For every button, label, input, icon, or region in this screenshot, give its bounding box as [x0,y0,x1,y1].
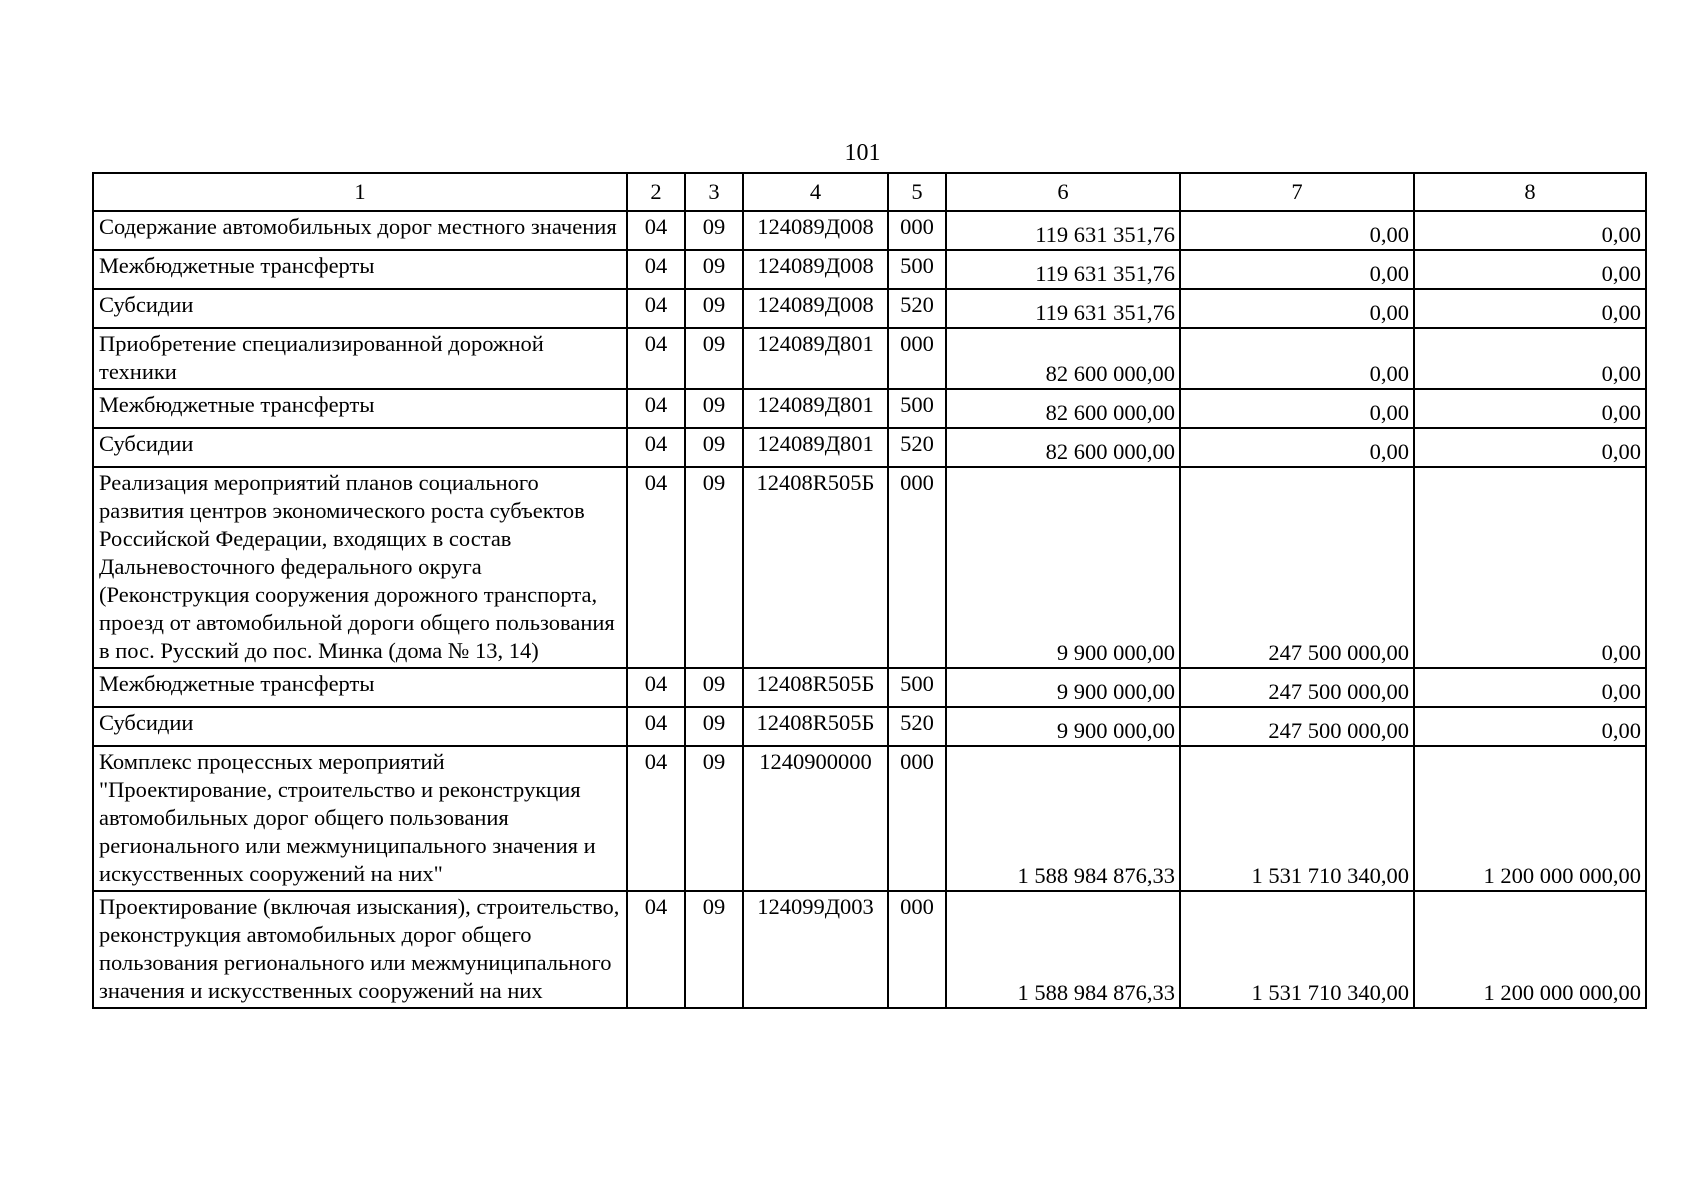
target-article-cell: 124089Д801 [743,428,888,467]
subsection-code-cell: 09 [685,211,743,250]
amount-col7-cell: 1 531 710 340,00 [1180,746,1414,891]
table-row [93,211,1646,250]
amount-col6-cell: 82 600 000,00 [946,389,1180,428]
amount-col6-cell: 1 588 984 876,33 [946,746,1180,891]
amount-col8-cell: 0,00 [1414,250,1646,289]
row-name-cell: Субсидии [93,428,627,467]
row-name-cell: Межбюджетные трансферты [93,389,627,428]
target-article-cell: 124089Д008 [743,211,888,250]
target-article-cell: 124089Д008 [743,250,888,289]
section-code-cell: 04 [627,211,685,250]
section-code-cell: 04 [627,668,685,707]
amount-col8-cell: 0,00 [1414,289,1646,328]
amount-col7-cell: 0,00 [1180,328,1414,389]
target-article-cell: 124099Д003 [743,891,888,1008]
table-row [93,250,1646,289]
amount-col6-cell: 9 900 000,00 [946,707,1180,746]
subsection-code-cell: 09 [685,250,743,289]
subsection-code-cell: 09 [685,389,743,428]
row-name-cell: Межбюджетные трансферты [93,250,627,289]
table-row [93,389,1646,428]
table-row [93,891,1646,1008]
target-article-cell: 124089Д801 [743,328,888,389]
section-code-cell: 04 [627,707,685,746]
subsection-code-cell: 09 [685,746,743,891]
table-row [93,668,1646,707]
expense-type-cell: 500 [888,389,946,428]
subsection-code-cell: 09 [685,467,743,668]
row-name-cell: Реализация мероприятий планов социального развития центров экономического роста субъектов Российской Федерации, входящих в состав Дальневосточного федерального округа (Реконструкция сооружения дорожного транспорта, проезд от автомобильной дороги общего пользования в пос. Русский до пос. Минка (дома № 13, 14) [93,467,627,668]
amount-col7-cell: 0,00 [1180,289,1414,328]
amount-col7-cell: 247 500 000,00 [1180,668,1414,707]
expense-type-cell: 500 [888,250,946,289]
target-article-cell: 1240900000 [743,746,888,891]
amount-col6-cell: 9 900 000,00 [946,668,1180,707]
expense-type-cell: 000 [888,891,946,1008]
section-code-cell: 04 [627,467,685,668]
subsection-code-cell: 09 [685,891,743,1008]
row-name-cell: Межбюджетные трансферты [93,668,627,707]
table-row [93,428,1646,467]
column-header: 8 [1414,173,1646,211]
table-row [93,467,1646,668]
table-row [93,707,1646,746]
subsection-code-cell: 09 [685,428,743,467]
amount-col7-cell: 0,00 [1180,389,1414,428]
amount-col7-cell: 0,00 [1180,211,1414,250]
expense-type-cell: 520 [888,289,946,328]
amount-col8-cell: 0,00 [1414,328,1646,389]
header-row [93,173,1646,211]
amount-col7-cell: 1 531 710 340,00 [1180,891,1414,1008]
table-row [93,746,1646,891]
amount-col8-cell: 0,00 [1414,668,1646,707]
row-name-cell: Субсидии [93,707,627,746]
subsection-code-cell: 09 [685,289,743,328]
column-header: 3 [685,173,743,211]
subsection-code-cell: 09 [685,707,743,746]
expense-type-cell: 520 [888,707,946,746]
table-row [93,328,1646,389]
amount-col6-cell: 82 600 000,00 [946,328,1180,389]
column-header: 1 [93,173,627,211]
amount-col8-cell: 0,00 [1414,211,1646,250]
budget-table [92,172,1647,1009]
amount-col8-cell: 1 200 000 000,00 [1414,746,1646,891]
amount-col6-cell: 119 631 351,76 [946,250,1180,289]
target-article-cell: 124089Д008 [743,289,888,328]
amount-col7-cell: 0,00 [1180,250,1414,289]
amount-col8-cell: 1 200 000 000,00 [1414,891,1646,1008]
section-code-cell: 04 [627,746,685,891]
subsection-code-cell: 09 [685,328,743,389]
section-code-cell: 04 [627,891,685,1008]
section-code-cell: 04 [627,328,685,389]
amount-col6-cell: 9 900 000,00 [946,467,1180,668]
table-row [93,289,1646,328]
expense-type-cell: 500 [888,668,946,707]
expense-type-cell: 000 [888,328,946,389]
amount-col7-cell: 0,00 [1180,428,1414,467]
amount-col8-cell: 0,00 [1414,389,1646,428]
amount-col6-cell: 119 631 351,76 [946,289,1180,328]
column-header: 4 [743,173,888,211]
target-article-cell: 124089Д801 [743,389,888,428]
expense-type-cell: 000 [888,211,946,250]
row-name-cell: Содержание автомобильных дорог местного значения [93,211,627,250]
target-article-cell: 12408R505Б [743,467,888,668]
row-name-cell: Проектирование (включая изыскания), строительство, реконструкция автомобильных дорог общего пользования регионального или межмуниципального значения и искусственных сооружений на них [93,891,627,1008]
target-article-cell: 12408R505Б [743,707,888,746]
amount-col6-cell: 1 588 984 876,33 [946,891,1180,1008]
amount-col8-cell: 0,00 [1414,467,1646,668]
section-code-cell: 04 [627,428,685,467]
expense-type-cell: 000 [888,746,946,891]
expense-type-cell: 000 [888,467,946,668]
section-code-cell: 04 [627,389,685,428]
amount-col7-cell: 247 500 000,00 [1180,707,1414,746]
amount-col6-cell: 82 600 000,00 [946,428,1180,467]
expense-type-cell: 520 [888,428,946,467]
section-code-cell: 04 [627,289,685,328]
row-name-cell: Субсидии [93,289,627,328]
row-name-cell: Приобретение специализированной дорожной техники [93,328,627,389]
row-name-cell: Комплекс процессных мероприятий "Проектирование, строительство и реконструкция автомобильных дорог общего пользования регионального или межмуниципального значения и искусственных сооружений на них" [93,746,627,891]
amount-col6-cell: 119 631 351,76 [946,211,1180,250]
page-number: 101 [844,140,881,166]
amount-col8-cell: 0,00 [1414,428,1646,467]
column-header: 7 [1180,173,1414,211]
amount-col7-cell: 247 500 000,00 [1180,467,1414,668]
column-header: 6 [946,173,1180,211]
amount-col8-cell: 0,00 [1414,707,1646,746]
subsection-code-cell: 09 [685,668,743,707]
column-header: 5 [888,173,946,211]
target-article-cell: 12408R505Б [743,668,888,707]
section-code-cell: 04 [627,250,685,289]
column-header: 2 [627,173,685,211]
